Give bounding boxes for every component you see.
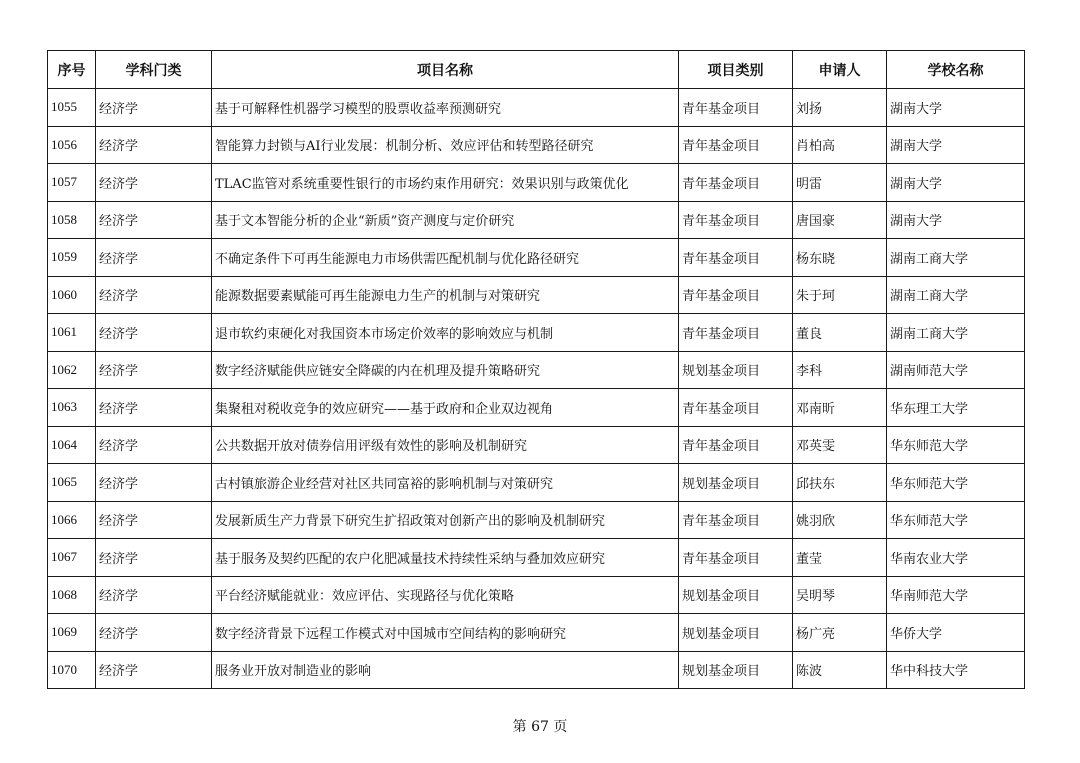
cell-no: 1069 (48, 614, 96, 652)
cell-project-type: 规划基金项目 (679, 576, 793, 614)
cell-school: 湖南大学 (887, 126, 1025, 164)
cell-project-type: 青年基金项目 (679, 164, 793, 202)
cell-project-type: 青年基金项目 (679, 276, 793, 314)
cell-project-type: 规划基金项目 (679, 464, 793, 502)
cell-project-type: 青年基金项目 (679, 201, 793, 239)
cell-discipline: 经济学 (96, 239, 212, 277)
cell-project-name: 基于文本智能分析的企业“新质”资产测度与定价研究 (212, 201, 679, 239)
cell-school: 湖南工商大学 (887, 276, 1025, 314)
cell-applicant: 杨东晓 (793, 239, 887, 277)
cell-project-name: 集聚租对税收竞争的效应研究——基于政府和企业双边视角 (212, 389, 679, 427)
cell-no: 1066 (48, 501, 96, 539)
cell-discipline: 经济学 (96, 651, 212, 689)
cell-school: 华中科技大学 (887, 651, 1025, 689)
cell-applicant: 吴明琴 (793, 576, 887, 614)
cell-discipline: 经济学 (96, 389, 212, 427)
cell-project-name: 数字经济赋能供应链安全降碳的内在机理及提升策略研究 (212, 351, 679, 389)
cell-school: 华东理工大学 (887, 389, 1025, 427)
cell-project-type: 青年基金项目 (679, 501, 793, 539)
cell-school: 华南农业大学 (887, 539, 1025, 577)
cell-no: 1058 (48, 201, 96, 239)
table-header (48, 51, 1025, 89)
cell-project-name: 平台经济赋能就业：效应评估、实现路径与优化策略 (212, 576, 679, 614)
cell-applicant: 李科 (793, 351, 887, 389)
cell-no: 1056 (48, 126, 96, 164)
table-row (48, 389, 1025, 427)
cell-applicant: 姚羽欣 (793, 501, 887, 539)
cell-discipline: 经济学 (96, 576, 212, 614)
table-row (48, 539, 1025, 577)
cell-applicant: 邱扶东 (793, 464, 887, 502)
cell-school: 湖南工商大学 (887, 239, 1025, 277)
cell-school: 华东师范大学 (887, 426, 1025, 464)
table-row (48, 201, 1025, 239)
cell-school: 湖南师范大学 (887, 351, 1025, 389)
cell-no: 1061 (48, 314, 96, 352)
header-no: 序号 (48, 51, 96, 89)
cell-discipline: 经济学 (96, 464, 212, 502)
cell-discipline: 经济学 (96, 201, 212, 239)
cell-project-name: 古村镇旅游企业经营对社区共同富裕的影响机制与对策研究 (212, 464, 679, 502)
table-row (48, 501, 1025, 539)
cell-discipline: 经济学 (96, 501, 212, 539)
header-project-name: 项目名称 (212, 51, 679, 89)
cell-applicant: 董莹 (793, 539, 887, 577)
cell-school: 湖南大学 (887, 89, 1025, 127)
cell-project-name: 基于服务及契约匹配的农户化肥减量技术持续性采纳与叠加效应研究 (212, 539, 679, 577)
cell-project-type: 青年基金项目 (679, 89, 793, 127)
cell-no: 1057 (48, 164, 96, 202)
cell-applicant: 肖柏高 (793, 126, 887, 164)
cell-no: 1068 (48, 576, 96, 614)
cell-applicant: 明雷 (793, 164, 887, 202)
cell-project-type: 青年基金项目 (679, 539, 793, 577)
table-row (48, 164, 1025, 202)
cell-project-type: 青年基金项目 (679, 314, 793, 352)
table-body (48, 89, 1025, 689)
header-school: 学校名称 (887, 51, 1025, 89)
cell-school: 华南师范大学 (887, 576, 1025, 614)
cell-school: 华东师范大学 (887, 501, 1025, 539)
table-row (48, 614, 1025, 652)
cell-school: 华侨大学 (887, 614, 1025, 652)
cell-project-type: 青年基金项目 (679, 126, 793, 164)
header-row (48, 51, 1025, 89)
cell-no: 1063 (48, 389, 96, 427)
table-row (48, 351, 1025, 389)
cell-no: 1070 (48, 651, 96, 689)
cell-project-name: TLAC监管对系统重要性银行的市场约束作用研究：效果识别与政策优化 (212, 164, 679, 202)
cell-project-type: 规划基金项目 (679, 351, 793, 389)
cell-project-name: 智能算力封锁与AI行业发展：机制分析、效应评估和转型路径研究 (212, 126, 679, 164)
cell-applicant: 朱于珂 (793, 276, 887, 314)
cell-applicant: 杨广亮 (793, 614, 887, 652)
cell-project-name: 公共数据开放对债券信用评级有效性的影响及机制研究 (212, 426, 679, 464)
cell-applicant: 刘扬 (793, 89, 887, 127)
cell-applicant: 陈波 (793, 651, 887, 689)
cell-no: 1059 (48, 239, 96, 277)
cell-discipline: 经济学 (96, 164, 212, 202)
cell-no: 1067 (48, 539, 96, 577)
project-table (47, 50, 1025, 689)
cell-project-type: 青年基金项目 (679, 426, 793, 464)
cell-no: 1060 (48, 276, 96, 314)
cell-no: 1062 (48, 351, 96, 389)
cell-project-name: 退市软约束硬化对我国资本市场定价效率的影响效应与机制 (212, 314, 679, 352)
table-row (48, 126, 1025, 164)
cell-no: 1064 (48, 426, 96, 464)
cell-no: 1055 (48, 89, 96, 127)
table-row (48, 314, 1025, 352)
cell-project-name: 服务业开放对制造业的影响 (212, 651, 679, 689)
header-discipline: 学科门类 (96, 51, 212, 89)
cell-project-name: 发展新质生产力背景下研究生扩招政策对创新产出的影响及机制研究 (212, 501, 679, 539)
table-row (48, 276, 1025, 314)
table-row (48, 464, 1025, 502)
cell-project-name: 不确定条件下可再生能源电力市场供需匹配机制与优化路径研究 (212, 239, 679, 277)
cell-school: 湖南大学 (887, 164, 1025, 202)
page-number: 第 67 页 (512, 719, 568, 735)
table-row (48, 426, 1025, 464)
cell-discipline: 经济学 (96, 614, 212, 652)
table-row (48, 89, 1025, 127)
header-project-type: 项目类别 (679, 51, 793, 89)
cell-discipline: 经济学 (96, 126, 212, 164)
cell-discipline: 经济学 (96, 89, 212, 127)
cell-school: 湖南工商大学 (887, 314, 1025, 352)
cell-no: 1065 (48, 464, 96, 502)
table-row (48, 239, 1025, 277)
cell-discipline: 经济学 (96, 314, 212, 352)
cell-applicant: 邓英雯 (793, 426, 887, 464)
cell-school: 湖南大学 (887, 201, 1025, 239)
cell-project-name: 数字经济背景下远程工作模式对中国城市空间结构的影响研究 (212, 614, 679, 652)
cell-project-type: 青年基金项目 (679, 389, 793, 427)
cell-applicant: 邓南昕 (793, 389, 887, 427)
cell-applicant: 唐国豪 (793, 201, 887, 239)
cell-applicant: 董良 (793, 314, 887, 352)
header-applicant: 申请人 (793, 51, 887, 89)
cell-project-type: 规划基金项目 (679, 614, 793, 652)
cell-school: 华东师范大学 (887, 464, 1025, 502)
cell-discipline: 经济学 (96, 351, 212, 389)
cell-project-type: 规划基金项目 (679, 651, 793, 689)
table-row (48, 651, 1025, 689)
table-row (48, 576, 1025, 614)
cell-discipline: 经济学 (96, 276, 212, 314)
cell-discipline: 经济学 (96, 426, 212, 464)
cell-project-name: 基于可解释性机器学习模型的股票收益率预测研究 (212, 89, 679, 127)
cell-project-type: 青年基金项目 (679, 239, 793, 277)
cell-discipline: 经济学 (96, 539, 212, 577)
cell-project-name: 能源数据要素赋能可再生能源电力生产的机制与对策研究 (212, 276, 679, 314)
